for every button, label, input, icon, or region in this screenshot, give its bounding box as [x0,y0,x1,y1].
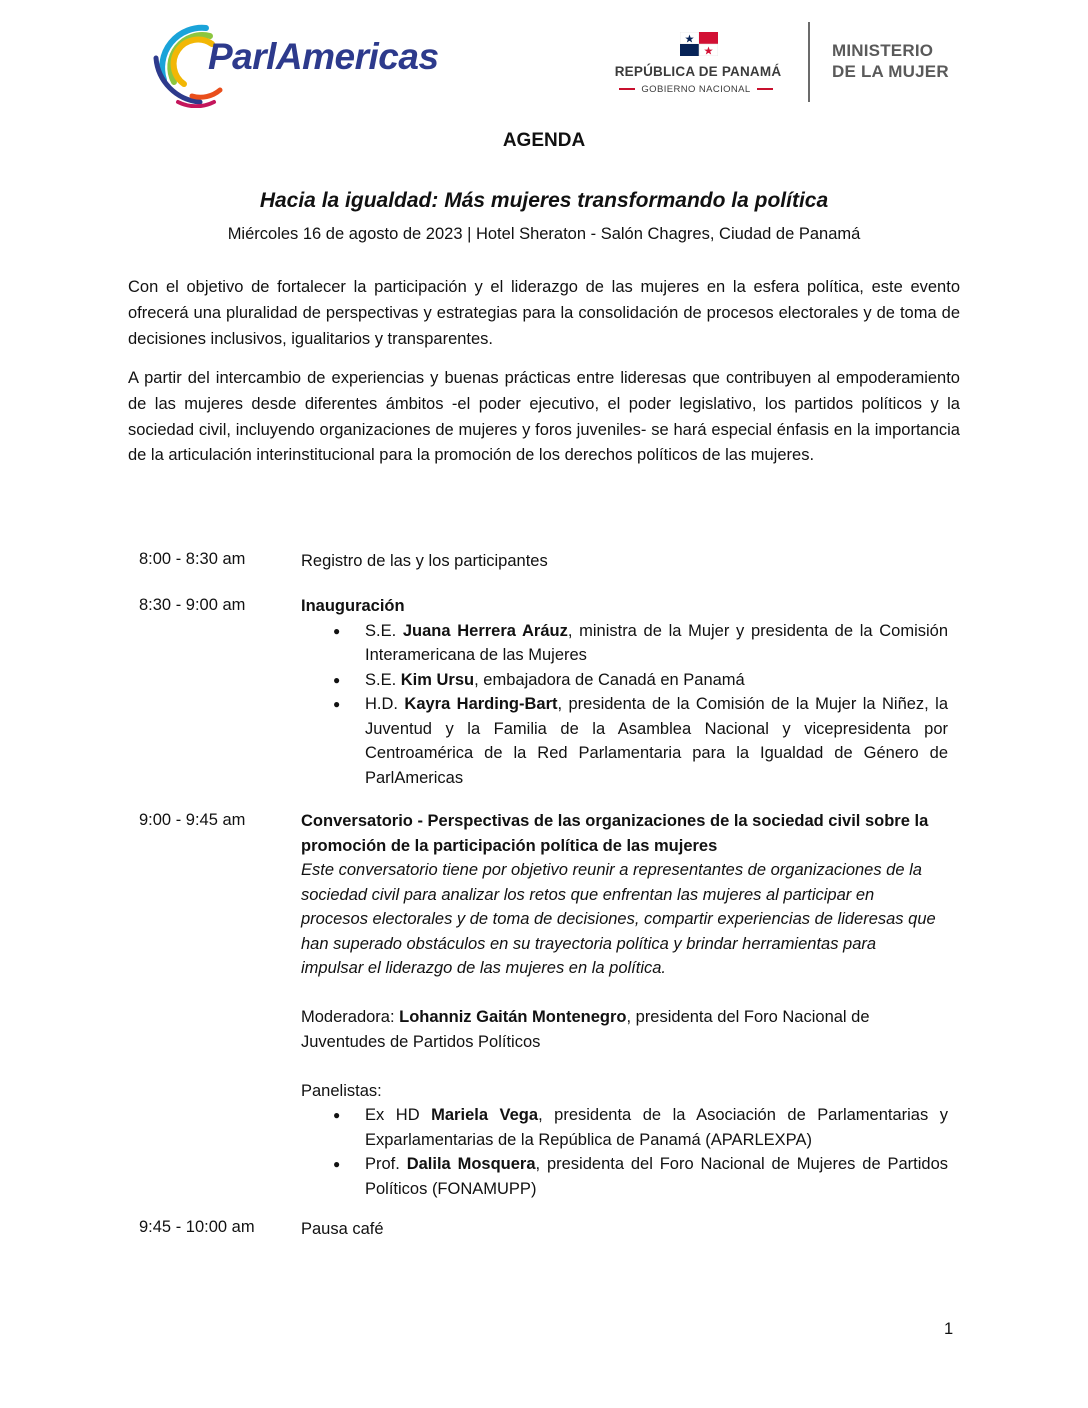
agenda-item-conversatorio [301,809,948,1201]
red-dash-right [757,88,773,90]
panelist-name: Mariela Vega [431,1106,539,1124]
government-subtitle: GOBIERNO NACIONAL [641,83,751,95]
panelist-name: Dalila Mosquera [406,1155,536,1173]
intro-paragraph-1: Con el objetivo de fortalecer la participación y el liderazgo de las mujeres en la esfera política, este evento ofrecerá una pluralidad de perspectivas y estrategias para la consolidación de procesos electorales y de toma de decisiones inclusivos, igualitarios y transparentes. [128,278,960,348]
list-item: ● Prof. Dalila Mosquera, presidenta del Foro Nacional de Mujeres de Partidos Políticos (FONAMUPP) [301,1152,948,1201]
panama-flag-icon [680,32,718,56]
panelist-list [301,1103,948,1201]
parlamericas-logo-text: ParlAmericas [208,36,439,77]
ministry-line-2: DE LA MUJER [832,62,949,81]
page-title: AGENDA [502,130,586,151]
agenda-item-description: Este conversatorio tiene por objetivo reunir a representantes de organizaciones de la sociedad civil para analizar los retos que enfrentan las mujeres al participar en procesos electorales y de toma de decisiones, compartir experiencias de lideresas que han superado obstáculos en su trayectoria política y brindar herramientas para impulsar el liderazgo de las mujeres en la política. [301,861,936,977]
agenda-item-inauguration [301,594,948,790]
moderator-name: Lohanniz Gaitán Montenegro [399,1008,627,1026]
event-info: Miércoles 16 de agosto de 2023 | Hotel Sheraton - Salón Chagres, Ciudad de Panamá [227,225,861,243]
time-slot-2: 8:30 - 9:00 am [139,596,246,614]
ministry-logo-text [832,40,949,82]
time-slot-1: 8:00 - 8:30 am [139,550,246,568]
agenda-item-title: Conversatorio - Perspectivas de las organizaciones de la sociedad civil sobre la promoción de la participación política de las mujeres [301,812,929,855]
list-item: ● S.E. Juana Herrera Aráuz, ministra de la Mujer y presidenta de la Comisión Interamericana de las Mujeres [301,619,948,668]
speaker-name: Kim Ursu [400,670,475,689]
moderator-line: Moderadora: Lohanniz Gaitán Montenegro, presidenta del Foro Nacional de Juventudes de Partidos Políticos [301,1008,870,1051]
panel-label: Panelistas: [301,1081,382,1100]
government-subtitle-row [614,82,778,96]
list-item: ● S.E. Kim Ursu, embajadora de Canadá en Panamá [301,668,948,693]
agenda-item-coffee-break [301,1217,948,1242]
header-divider [808,22,810,102]
ministry-line-1: MINISTERIO [832,41,934,60]
time-slot-4: 9:45 - 10:00 am [139,1218,255,1236]
page-number: 1 [944,1320,954,1338]
event-title: Hacia la igualdad: Más mujeres transformando la política [259,189,829,212]
agenda-item-title: Pausa café [301,1220,384,1238]
speaker-name: Juana Herrera Aráuz [402,621,568,640]
speaker-list [301,619,948,791]
agenda-item-title: Registro de las y los participantes [301,552,548,570]
intro-paragraph-2: A partir del intercambio de experiencias y buenas prácticas entre lideresas que contribuyen al empoderamiento de las mujeres desde diferentes ámbitos -el poder ejecutivo, el poder legislativo, los partidos políticos y la sociedad civil, incluyendo organizaciones de mujeres y foros juveniles- se hará especial énfasis en la importancia de la articulación interinstitucional para la promoción de los derechos políticos de las mujeres. [128,369,960,465]
agenda-item-registration [301,549,948,574]
government-title: REPÚBLICA DE PANAMÁ [614,64,782,79]
agenda-item-title: Inauguración [301,597,405,615]
list-item: ● H.D. Kayra Harding-Bart, presidenta de la Comisión de la Mujer la Niñez, la Juventud y la Familia de la Asamblea Nacional y vicepresidenta por Centroamérica de la Red Parlamentaria para la Igualdad de Género de ParlAmericas [301,692,948,790]
speaker-name: Kayra Harding-Bart [404,695,558,713]
time-slot-3: 9:00 - 9:45 am [139,811,246,829]
red-dash-left [619,88,635,90]
list-item: ● Ex HD Mariela Vega, presidenta de la Asociación de Parlamentarias y Exparlamentarias de la República de Panamá (APARLEXPA) [301,1103,948,1152]
